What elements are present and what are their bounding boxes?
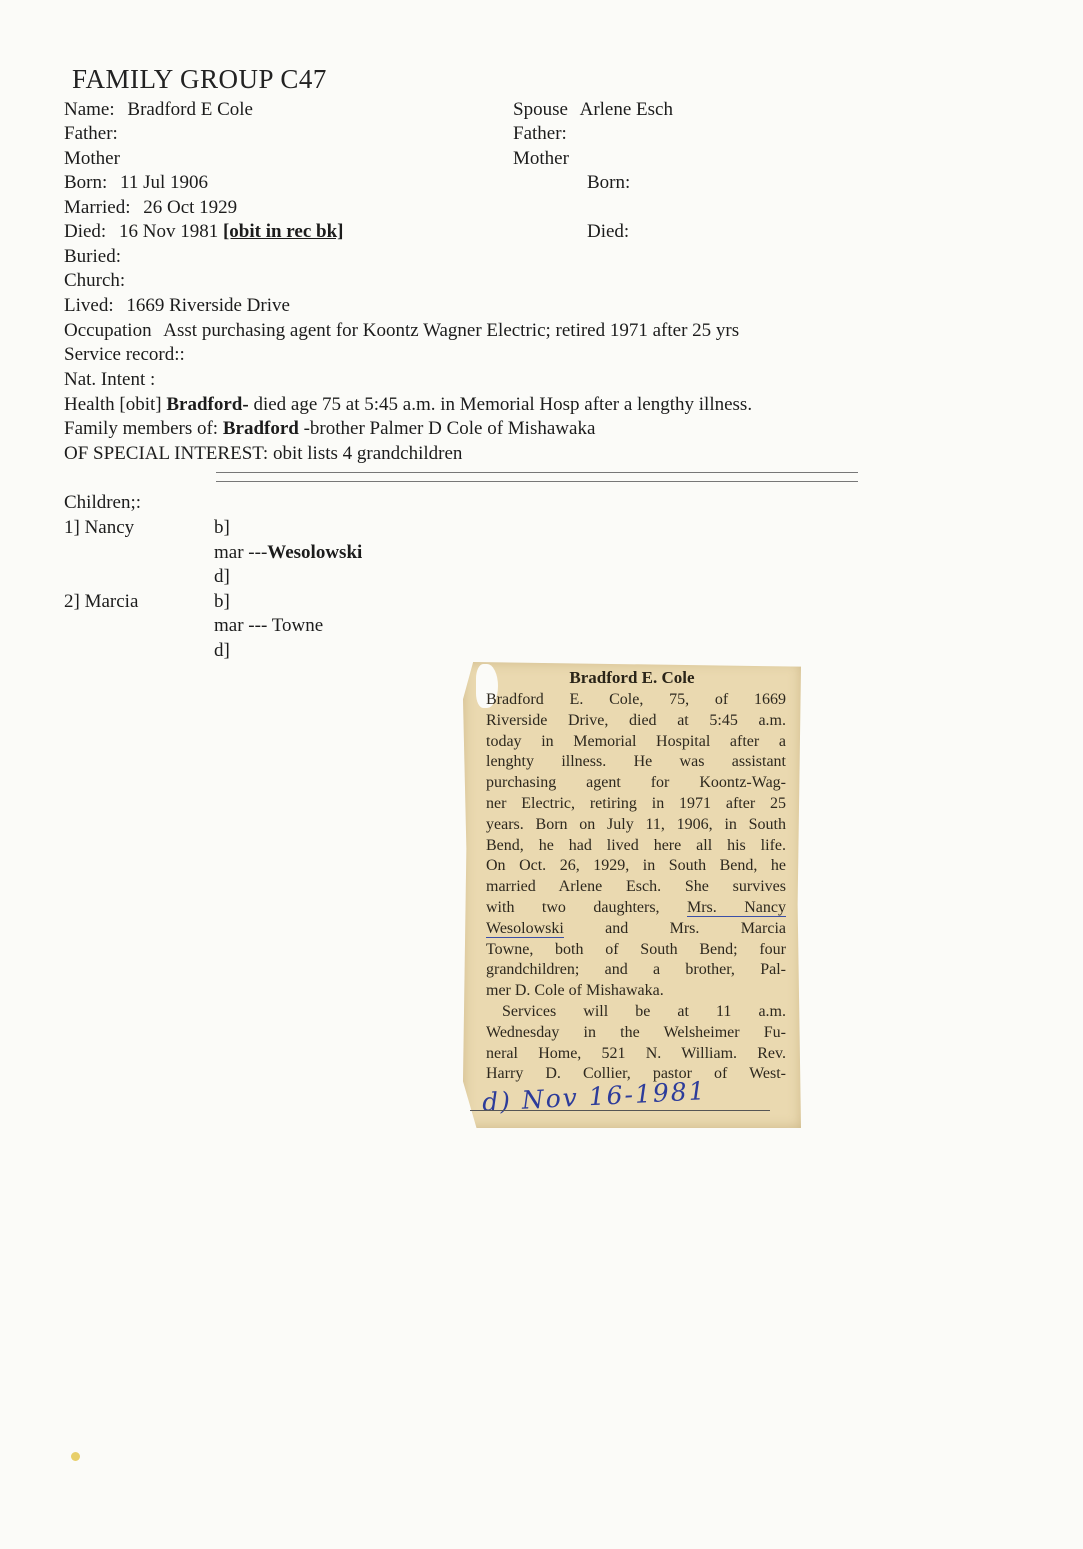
clipping-line: Bradford E. Cole, 75, of 1669 [486,691,786,708]
name-row [64,98,253,122]
clipping-underlined-name: Mrs. Nancy [687,898,786,916]
special-interest-row [64,442,462,466]
clipping-underlined-surname: Wesolowski [486,919,564,937]
lived-row [64,294,290,318]
child-2-mar-prefix: mar --- [214,615,272,636]
born-value: 11 Jul 1906 [120,172,208,193]
child-1-name: 1] Nancy [64,517,135,538]
clipping-line: ner Electric, retiring in 1971 after 25 [486,794,786,812]
clipping-line-text: and Mrs. Marcia [605,919,786,937]
clipping-line: Harry D. Collier, pastor of West- [486,1065,786,1083]
occupation-row [64,319,739,343]
spouse-born-label: Born: [587,172,631,193]
married-value: 26 Oct 1929 [143,197,238,218]
child-2-mar-name: Towne [271,615,324,636]
service-record-label: Service record:: [64,344,185,365]
family-name: Bradford [222,418,299,439]
clipping-headline: Bradford E. Cole [569,668,695,687]
child-2-name: 2] Marcia [64,591,139,612]
clipping-line [486,919,786,940]
clipping-line: Wednesday in the Welsheimer Fu- [486,1023,786,1041]
special-text: obit lists 4 grandchildren [272,443,463,464]
spouse-label: Spouse [513,99,568,120]
spouse-value: Arlene Esch [579,99,673,120]
died-row [64,220,343,244]
clipping-line: On Oct. 26, 1929, in South Bend, he [486,857,786,875]
child-1-mar-prefix: mar --- [214,542,268,563]
clipping-line: Bend, he had lived here all his life. [486,836,786,854]
health-text: died age 75 at 5:45 a.m. in Memorial Hosp after a lengthy illness. [253,394,753,415]
father-label: Father: [64,123,118,144]
clipping-line: Services will be at 11 a.m. [502,1002,786,1020]
clipping-line: purchasing agent for Koontz-Wag- [486,774,786,792]
child-2-married [214,614,323,638]
child-1-mar-name: Wesolowski [267,542,363,563]
family-label: Family members of: [64,418,219,439]
clipping-line: mer D. Cole of Mishawaka. [486,982,664,1000]
family-row [64,417,595,441]
health-name: Bradford- [166,394,249,415]
mother-label: Mother [64,148,120,169]
married-row [64,196,237,220]
handwritten-underline [470,1110,770,1111]
died-label: Died: [64,221,107,242]
spouse-mother-label: Mother [513,148,569,169]
clipping-daughters-text: with two daughters, [486,898,660,916]
double-rule-divider [216,472,858,482]
page-title: FAMILY GROUP C47 [72,64,327,94]
clipping-line: today in Memorial Hospital after a [486,732,786,750]
clipping-line: neral Home, 521 N. William. Rev. [486,1044,786,1062]
child-2-died: d] [214,640,230,661]
occupation-value: Asst purchasing agent for Koontz Wagner Electric; retired 1971 after 25 yrs [163,320,740,341]
married-label: Married: [64,197,131,218]
lived-value: 1669 Riverside Drive [126,295,290,316]
born-row [64,171,208,195]
clipping-line: lenghty illness. He was assistant [486,753,786,771]
child-1-born: b] [214,517,230,538]
spouse-father-label: Father: [513,123,567,144]
handwritten-date: d) Nov 16-1981 [481,1076,708,1117]
occupation-label: Occupation [64,320,152,341]
spouse-died-label: Died: [587,221,630,242]
child-2-born: b] [214,591,230,612]
name-value: Bradford E Cole [127,99,253,120]
nat-intent-label: Nat. Intent : [64,369,156,390]
born-label: Born: [64,172,108,193]
buried-label: Buried: [64,246,121,267]
clipping-line: Towne, both of South Bend; four [486,940,786,958]
obit-reference: [obit in rec bk] [222,221,344,242]
clipping-line: years. Born on July 11, 1906, in South [486,815,786,833]
children-label: Children;: [64,492,142,513]
clipping-line: grandchildren; and a brother, Pal- [486,961,786,979]
paper-stain [71,1452,80,1461]
clipping-line: Riverside Drive, died at 5:45 a.m. [486,711,786,729]
clipping-line [486,898,786,919]
name-label: Name: [64,99,115,120]
special-label: OF SPECIAL INTEREST: [64,443,269,464]
spouse-row [513,98,673,122]
clipping-body [486,690,786,1085]
health-label: Health [obit] [64,394,162,415]
family-text: -brother Palmer D Cole of Mishawaka [303,418,596,439]
lived-label: Lived: [64,295,114,316]
child-1-died: d] [214,566,230,587]
health-row [64,393,752,417]
clipping-line: married Arlene Esch. She survives [486,878,786,896]
died-value: 16 Nov 1981 [118,221,219,242]
child-1-married [214,541,362,565]
church-label: Church: [64,270,126,291]
